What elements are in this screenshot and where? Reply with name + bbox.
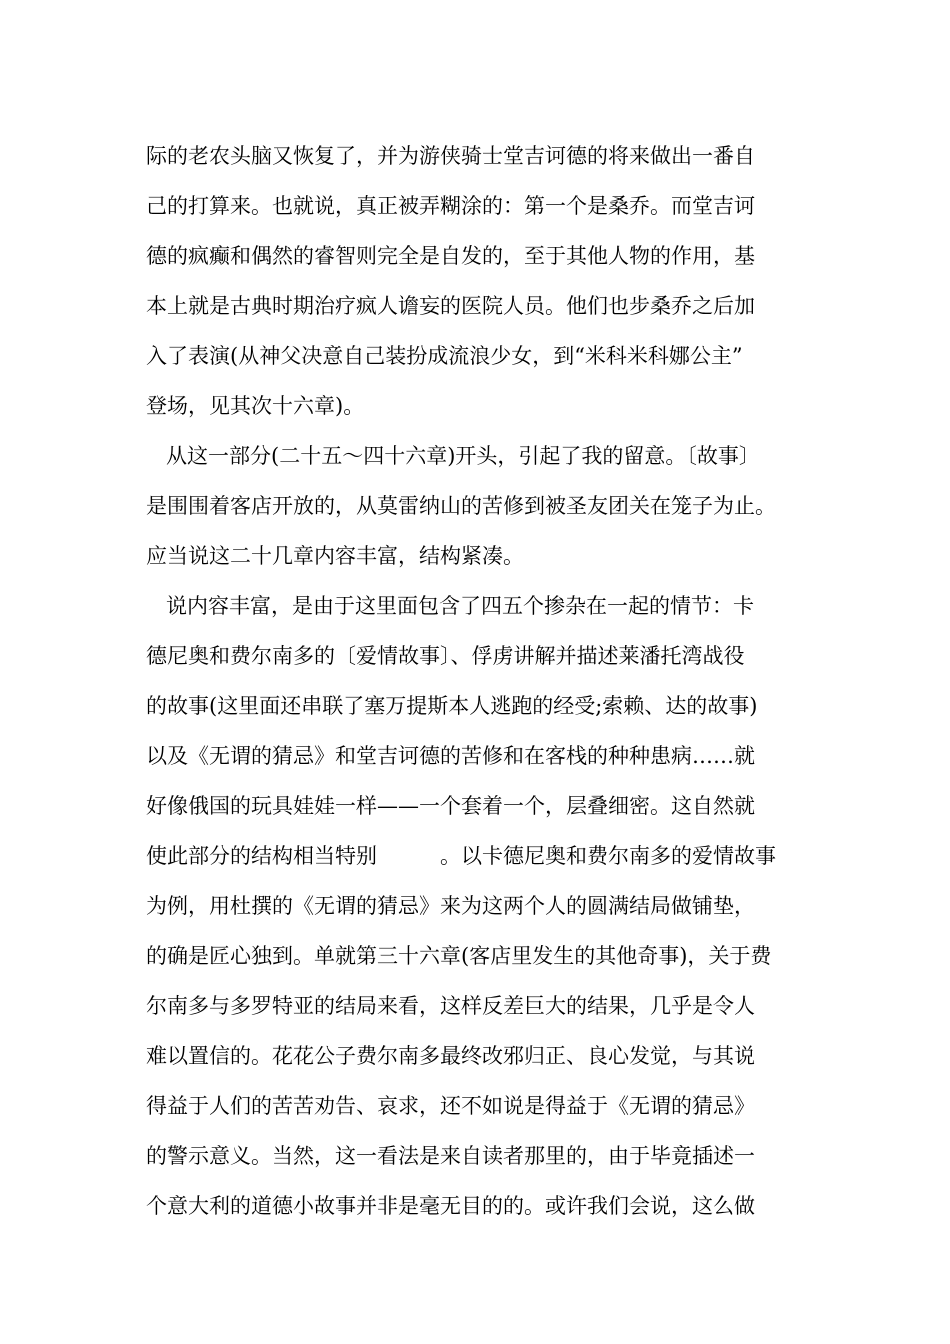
text-line: 入了表演(从神父决意自己装扮成流浪少女，到“米科米科娜公主” <box>146 344 743 368</box>
paragraph-first-line: 从这一部分(二十五～四十六章)开头，引起了我的留意。〔故事〕 <box>166 444 760 468</box>
text-line: 的故事(这里面还串联了塞万提斯本人逃跑的经受;索赖、达的故事) <box>146 694 758 718</box>
text-line: 德的疯癫和偶然的睿智则完全是自发的，至于其他人物的作用，基 <box>146 244 755 268</box>
text-line: 个意大利的道德小故事并非是毫无目的的。或许我们会说，这么做 <box>146 1194 755 1218</box>
text-line: 的确是匠心独到。单就第三十六章(客店里发生的其他奇事)，关于费 <box>146 944 772 968</box>
text-line: 的警示意义。当然，这一看法是来自读者那里的，由于毕竟插述一 <box>146 1144 755 1168</box>
text-line: 难以置信的。花花公子费尔南多最终改邪归正、良心发觉，与其说 <box>146 1044 755 1068</box>
paragraph-first-line: 说内容丰富，是由于这里面包含了四五个掺杂在一起的情节：卡 <box>166 594 754 618</box>
text-line: 应当说这二十几章内容丰富，结构紧凑。 <box>146 544 524 568</box>
text-line: 际的老农头脑又恢复了，并为游侠骑士堂吉诃德的将来做出一番自 <box>146 144 755 168</box>
text-line: 是围围着客店开放的，从莫雷纳山的苦修到被圣友团关在笼子为止。 <box>146 494 776 518</box>
text-line: 使此部分的结构相当特别 。以卡德尼奥和费尔南多的爱情故事 <box>146 844 776 868</box>
text-line: 德尼奥和费尔南多的〔爱情故事〕、俘虏讲解并描述莱潘托湾战役 <box>146 644 745 668</box>
text-line: 己的打算来。也就说，真正被弄糊涂的：第一个是桑乔。而堂吉诃 <box>146 194 755 218</box>
text-line: 为例，用杜撰的《无谓的猜忌》来为这两个人的圆满结局做铺垫， <box>146 894 755 918</box>
text-line: 本上就是古典时期治疗疯人谵妄的医院人员。他们也步桑乔之后加 <box>146 294 755 318</box>
text-line: 好像俄国的玩具娃娃一样——一个套着一个，层叠细密。这自然就 <box>146 794 755 818</box>
text-line: 尔南多与多罗特亚的结局来看，这样反差巨大的结果，几乎是令人 <box>146 994 755 1018</box>
text-line: 以及《无谓的猜忌》和堂吉诃德的苦修和在客栈的种种患病……就 <box>146 744 755 768</box>
text-line: 登场，见其次十六章)。 <box>146 394 365 418</box>
text-line: 得益于人们的苦苦劝告、哀求，还不如说是得益于《无谓的猜忌》 <box>146 1094 755 1118</box>
